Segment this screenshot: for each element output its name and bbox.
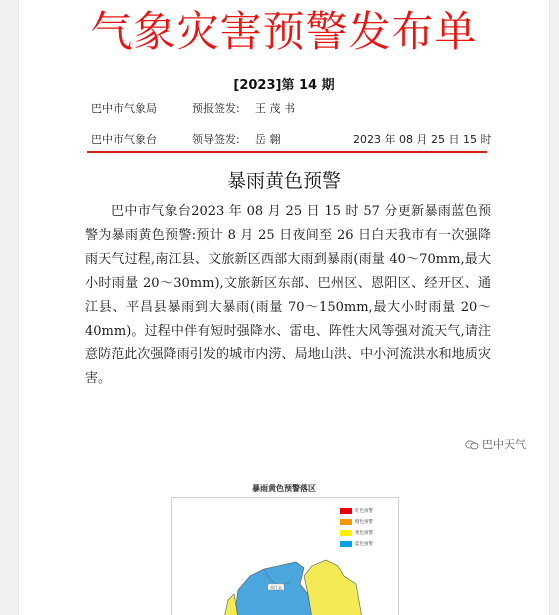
publisher-bureau: 巴中市气象局 xyxy=(91,102,157,115)
legend-label: 橙色预警 xyxy=(355,519,373,525)
legend-label: 红色预警 xyxy=(355,508,373,514)
legend-swatch xyxy=(340,541,352,547)
map-title: 暴雨黄色预警落区 xyxy=(252,484,316,493)
legend-label: 黄色预警 xyxy=(355,530,373,536)
lead-sign-label: 领导签发: xyxy=(192,133,240,146)
legend-swatch xyxy=(340,519,352,525)
forecast-sign-label: 预报签发: xyxy=(192,102,240,115)
legend-swatch xyxy=(340,530,352,536)
wechat-icon xyxy=(465,440,479,450)
document-header-title: 气象灾害预警发布单 xyxy=(90,7,478,56)
legend-item-yellow xyxy=(340,528,388,537)
source-tag[interactable] xyxy=(465,436,526,452)
warning-map xyxy=(171,497,399,615)
yellow-warning-region xyxy=(304,560,362,615)
warning-document xyxy=(18,0,550,615)
lead-signer: 岳 翱 xyxy=(255,133,281,146)
issue-datetime: 2023 年 08 月 25 日 15 时 xyxy=(353,133,492,146)
issue-number: [2023]第 14 期 xyxy=(233,78,335,93)
region-label: 南江县 xyxy=(270,584,282,590)
source-label: 巴中天气 xyxy=(482,438,526,451)
publisher-station: 巴中市气象台 xyxy=(91,133,157,146)
legend-item-red xyxy=(340,506,388,515)
header-divider xyxy=(87,151,487,153)
yellow-warning-region-west xyxy=(224,594,238,615)
map-legend xyxy=(340,506,388,550)
notice-title: 暴雨黄色预警 xyxy=(226,170,341,192)
forecast-signer: 王 茂 书 xyxy=(255,102,295,115)
legend-label: 蓝色预警 xyxy=(355,541,373,547)
legend-item-blue xyxy=(340,539,388,548)
legend-swatch xyxy=(340,508,352,514)
notice-body: 巴中市气象台2023 年 08 月 25 日 15 时 57 分更新暴雨蓝色预警为暴雨黄色预警:预计 8 月 25 日夜间至 26 日白天我市有一次强降雨天气过程,南江县、文旅新区西部大雨到暴雨(雨量 40～70mm,最大小时雨量 20～30mm),文旅新区东部、巴州区、恩阳区、经开区、通江县、平昌县暴雨到大暴雨(雨量 70～150mm,最大小时雨量 20～40mm)。过程中伴有短时强降水、雷电、阵性大风等强对流天气,请注意防范此次强降雨引发的城市内涝、局地山洪、中小河流洪水和地质灾害。 xyxy=(85,204,491,387)
legend-item-orange xyxy=(340,517,388,526)
